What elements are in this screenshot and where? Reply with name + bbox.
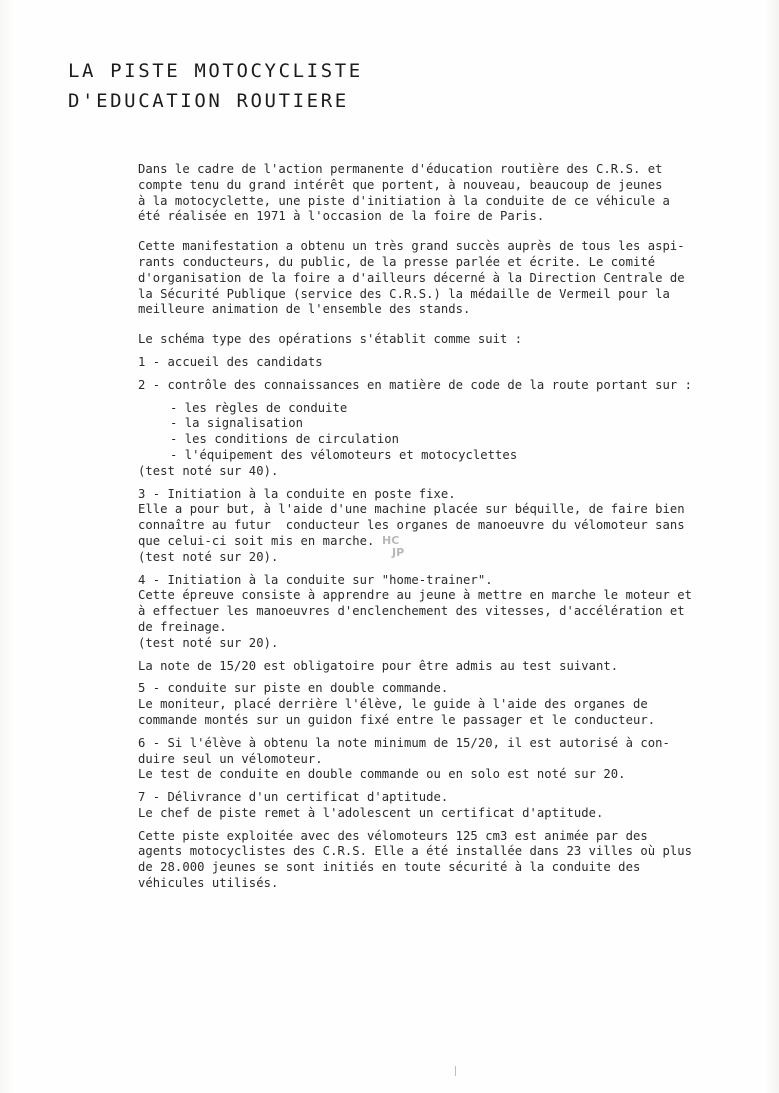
schema-intro: Le schéma type des opérations s'établit comme suit :: [138, 332, 523, 347]
list-item: - la signalisation: [170, 416, 303, 431]
step-7: [138, 790, 743, 822]
text-line: 7 - Délivrance d'un certificat d'aptitude.: [138, 790, 449, 805]
title-line-1: LA PISTE MOTOCYCLISTE: [68, 60, 363, 82]
text-line: à effectuer les manoeuvres d'enclenchement des vitesses, d'accélération et: [138, 604, 685, 619]
title-line-2: D'EDUCATION ROUTIERE: [68, 90, 349, 112]
scan-mark: [455, 1066, 456, 1076]
step-4: [138, 573, 743, 652]
list-item: - l'équipement des vélomoteurs et motocyclettes: [170, 447, 518, 462]
text-line: commande montés sur un guidon fixé entre le passager et le conducteur.: [138, 712, 656, 727]
svg-text:JP: JP: [392, 546, 405, 559]
step-2-list: [138, 401, 743, 464]
text-line: 4 - Initiation à la conduite sur "home-trainer".: [138, 572, 493, 587]
list-item: - les conditions de circulation: [170, 432, 400, 447]
text-line: 5 - conduite sur piste en double commande.: [138, 681, 449, 696]
admission-note: La note de 15/20 est obligatoire pour être admis au test suivant.: [138, 658, 619, 673]
svg-text:HC: HC: [382, 534, 400, 547]
text-line: connaître au futur conducteur les organes de manoeuvre du vélomoteur sans: [138, 518, 685, 533]
text-line: Le moniteur, placé derrière l'élève, le guide à l'aide des organes de: [138, 697, 648, 712]
text-line: 6 - Si l'élève à obtenu la note minimum de 15/20, il est autorisé à con-: [138, 735, 670, 750]
text-line: 3 - Initiation à la conduite en poste fixe.: [138, 486, 456, 501]
text-line: d'organisation de la foire a d'ailleurs décerné à la Direction Centrale de: [138, 270, 685, 285]
step-5: [138, 681, 743, 728]
text-line: (test noté sur 20).: [138, 635, 279, 650]
text-line: de freinage.: [138, 619, 227, 634]
text-line: à la motocyclette, une piste d'initiation à la conduite de ce véhicule a: [138, 193, 670, 208]
text-line: Cette manifestation a obtenu un très grand succès auprès de tous les aspi-: [138, 239, 685, 254]
archive-stamp-logo: [378, 530, 418, 560]
document-body: [138, 162, 743, 892]
text-line: compte tenu du grand intérêt que portent, à nouveau, beaucoup de jeunes: [138, 177, 663, 192]
text-line: meilleure animation de l'ensemble des stands.: [138, 302, 471, 317]
list-item: - les règles de conduite: [170, 400, 348, 415]
text-line: véhicules utilisés.: [138, 876, 279, 891]
text-line: agents motocyclistes des C.R.S. Elle a été installée dans 23 villes où plus: [138, 844, 693, 859]
text-line: Le test de conduite en double commande ou en solo est noté sur 20.: [138, 767, 626, 782]
step-2: 2 - contrôle des connaissances en matière de code de la route portant sur :: [138, 377, 693, 392]
text-line: Cette piste exploitée avec des vélomoteurs 125 cm3 est animée par des: [138, 828, 648, 843]
text-line: rants conducteurs, du public, de la presse parlée et écrite. Le comité: [138, 254, 656, 269]
step-1: 1 - accueil des candidats: [138, 354, 323, 369]
text-line: de 28.000 jeunes se sont initiés en toute sécurité à la conduite des: [138, 860, 641, 875]
success-paragraph: [138, 239, 743, 318]
step-2-note: (test noté sur 40).: [138, 463, 279, 478]
text-line: Cette épreuve consiste à apprendre au jeune à mettre en marche le moteur et: [138, 588, 693, 603]
document-title: [68, 56, 363, 116]
text-line: la Sécurité Publique (service des C.R.S.) la médaille de Vermeil pour la: [138, 286, 670, 301]
step-3: [138, 487, 743, 566]
intro-paragraph: [138, 162, 743, 225]
closing-paragraph: [138, 829, 743, 892]
text-line: été réalisée en 1971 à l'occasion de la foire de Paris.: [138, 209, 545, 224]
text-line: (test noté sur 20).: [138, 549, 279, 564]
text-line: duire seul un vélomoteur.: [138, 751, 323, 766]
text-line: Elle a pour but, à l'aide d'une machine placée sur béquille, de faire bien: [138, 502, 685, 517]
step-6: [138, 736, 743, 783]
text-line: Dans le cadre de l'action permanente d'éducation routière des C.R.S. et: [138, 162, 663, 176]
text-line: Le chef de piste remet à l'adolescent un certificat d'aptitude.: [138, 805, 604, 820]
text-line: que celui-ci soit mis en marche.: [138, 533, 375, 548]
